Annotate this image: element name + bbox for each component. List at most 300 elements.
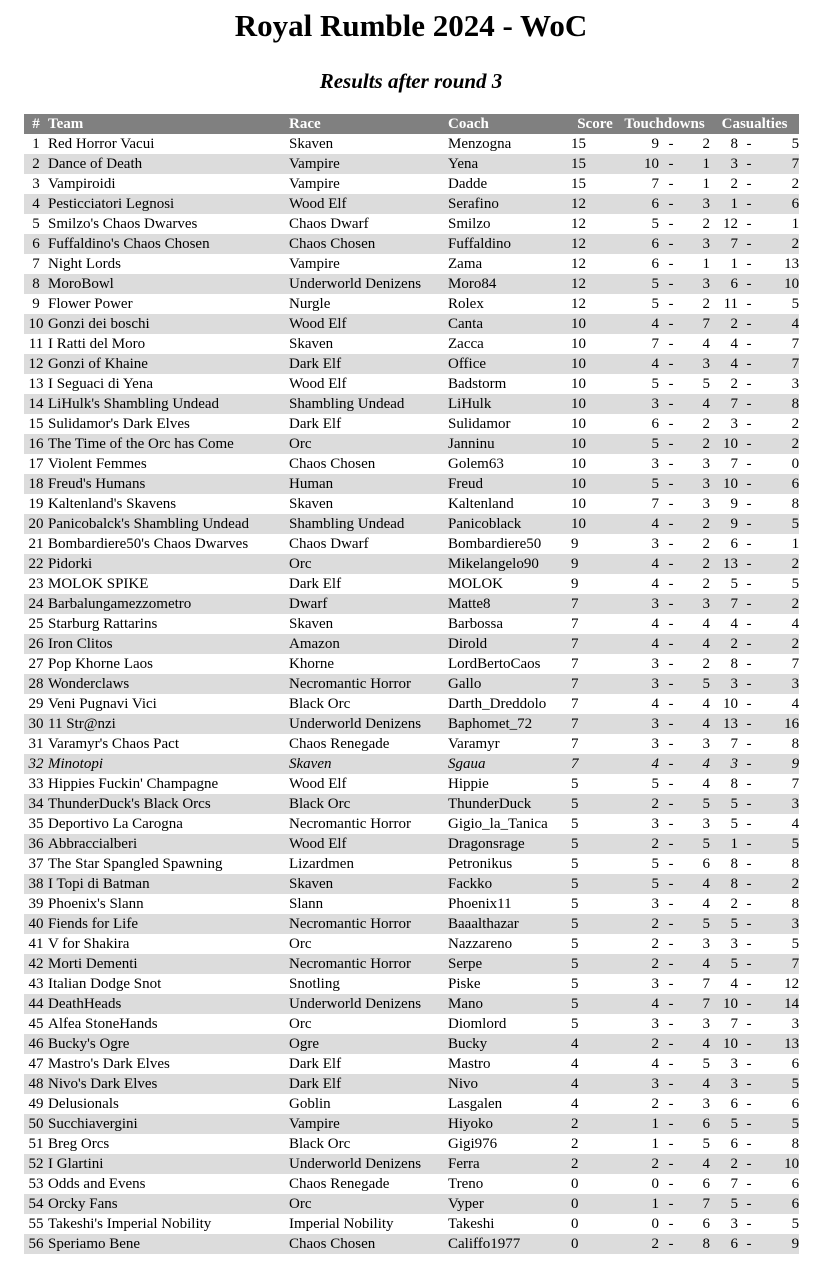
cell-position: 40: [24, 914, 48, 934]
header-race: Race: [289, 114, 448, 134]
touchdowns-separator: -: [668, 416, 674, 432]
table-row: [24, 954, 799, 974]
cell-casualties-for: 11: [723, 296, 739, 312]
cell-casualties-against: 5: [791, 936, 800, 952]
casualties-separator: -: [738, 154, 760, 174]
cell-race: Slann: [289, 896, 324, 912]
casualties-separator: -: [746, 696, 752, 712]
header-coach: Coach: [448, 114, 571, 134]
page-subtitle: Results after round 3: [319, 69, 503, 93]
cell-score: 15: [571, 136, 586, 152]
cell-position: 1: [32, 136, 40, 152]
cell-touchdowns-against: 7: [702, 976, 711, 992]
cell-coach: Freud: [448, 474, 571, 494]
cell-casualties-against: 5: [760, 1074, 799, 1094]
cell-position: 4: [24, 194, 48, 214]
cell-position: 18: [24, 474, 48, 494]
table-row: [24, 914, 799, 934]
cell-touchdowns-against: 2: [702, 296, 711, 312]
cell-coach: Office: [448, 354, 571, 374]
cell-score: 7: [571, 754, 619, 774]
cell-position: 48: [24, 1074, 48, 1094]
cell-team: Sulidamor's Dark Elves: [48, 416, 190, 432]
touchdowns-separator: -: [668, 1056, 674, 1072]
cell-score: 0: [571, 1234, 619, 1254]
cell-casualties-for: 8: [730, 776, 739, 792]
casualties-separator: -: [738, 1234, 760, 1254]
cell-casualties-for: 6: [730, 536, 739, 552]
casualties-separator: -: [738, 634, 760, 654]
cell-team: Varamyr's Chaos Pact: [48, 736, 180, 752]
cell-team: V for Shakira: [48, 936, 130, 952]
casualties-separator: -: [738, 194, 760, 214]
cell-race: Ogre: [289, 1034, 448, 1054]
cell-score: 10: [571, 314, 619, 334]
cell-casualties-against: 3: [760, 794, 799, 814]
cell-touchdowns-for: 2: [651, 936, 659, 952]
cell-casualties-against: 3: [791, 376, 800, 392]
cell-touchdowns-against: 2: [702, 536, 711, 552]
cell-race: Goblin: [289, 1096, 331, 1112]
touchdowns-separator: -: [668, 976, 674, 992]
casualties-separator: -: [746, 656, 752, 672]
touchdowns-separator: -: [659, 754, 683, 774]
cell-team: I Topi di Batman: [48, 874, 289, 894]
header-casualties: Casualties: [710, 114, 799, 134]
header-touchdowns: Touchdowns: [619, 114, 710, 134]
cell-casualties-against: 6: [791, 1176, 800, 1192]
casualties-separator: -: [746, 816, 752, 832]
cell-score: 5: [571, 936, 579, 952]
casualties-separator: -: [738, 1074, 760, 1094]
touchdowns-separator: -: [668, 816, 674, 832]
cell-race: Wood Elf: [289, 314, 448, 334]
cell-score: 12: [571, 274, 619, 294]
cell-score: 15: [571, 176, 586, 192]
cell-score: 10: [571, 336, 586, 352]
cell-touchdowns-for: 0: [651, 1176, 659, 1192]
cell-touchdowns-for: 5: [651, 856, 659, 872]
casualties-separator: -: [738, 1034, 760, 1054]
cell-touchdowns-against: 5: [702, 376, 711, 392]
cell-race: Black Orc: [289, 696, 351, 712]
cell-casualties-for: 7: [710, 594, 738, 614]
cell-score: 5: [571, 994, 619, 1014]
touchdowns-separator: -: [659, 1074, 683, 1094]
cell-coach: Nazzareno: [448, 936, 513, 952]
table-row: [24, 354, 799, 374]
cell-position: 22: [24, 554, 48, 574]
cell-team: Pop Khorne Laos: [48, 656, 153, 672]
cell-position: 20: [24, 514, 48, 534]
cell-coach: Hippie: [448, 776, 489, 792]
touchdowns-separator: -: [659, 434, 683, 454]
touchdowns-separator: -: [668, 1096, 674, 1112]
cell-race: Orc: [289, 936, 312, 952]
cell-coach: Gigi976: [448, 1136, 498, 1152]
cell-coach: Mikelangelo90: [448, 554, 571, 574]
cell-score: 7: [571, 616, 579, 632]
cell-race: Necromantic Horror: [289, 914, 448, 934]
cell-coach: Baaalthazar: [448, 914, 571, 934]
touchdowns-separator: -: [668, 456, 674, 472]
table-row: [24, 1014, 799, 1034]
cell-touchdowns-for: 3: [619, 394, 659, 414]
cell-team: DeathHeads: [48, 994, 289, 1014]
touchdowns-separator: -: [659, 1034, 683, 1054]
cell-position: 34: [24, 794, 48, 814]
cell-casualties-against: 10: [760, 1154, 799, 1174]
cell-score: 0: [571, 1176, 579, 1192]
cell-coach: Ferra: [448, 1154, 571, 1174]
cell-team: Fuffaldino's Chaos Chosen: [48, 234, 289, 254]
cell-casualties-against: 9: [760, 1234, 799, 1254]
cell-position: 23: [28, 576, 44, 592]
cell-casualties-against: 8: [791, 496, 800, 512]
cell-score: 4: [571, 1034, 619, 1054]
cell-position: 51: [28, 1136, 44, 1152]
casualties-separator: -: [738, 354, 760, 374]
cell-position: 8: [24, 274, 48, 294]
cell-score: 7: [571, 634, 619, 654]
casualties-separator: -: [746, 1016, 752, 1032]
cell-score: 12: [571, 194, 619, 214]
cell-touchdowns-for: 3: [651, 896, 659, 912]
cell-position: 30: [24, 714, 48, 734]
cell-coach: Diomlord: [448, 1016, 507, 1032]
cell-team: Kaltenland's Skavens: [48, 496, 177, 512]
cell-touchdowns-against: 5: [683, 834, 710, 854]
cell-race: Chaos Chosen: [289, 456, 376, 472]
cell-race: Amazon: [289, 634, 448, 654]
cell-casualties-against: 2: [760, 434, 799, 454]
cell-team: Panicobalck's Shambling Undead: [48, 514, 289, 534]
table-row: [24, 1234, 799, 1254]
cell-race: Vampire: [289, 1114, 448, 1134]
cell-score: 7: [571, 714, 619, 734]
cell-position: 56: [24, 1234, 48, 1254]
cell-score: 12: [571, 256, 586, 272]
cell-casualties-against: 7: [760, 354, 799, 374]
cell-race: Orc: [289, 1016, 312, 1032]
cell-casualties-for: 1: [710, 194, 738, 214]
cell-position: 55: [28, 1216, 44, 1232]
cell-score: 10: [571, 496, 586, 512]
standings-table: [24, 114, 799, 1254]
cell-score: 10: [571, 416, 586, 432]
cell-touchdowns-against: 2: [702, 576, 711, 592]
cell-team: Bucky's Ogre: [48, 1034, 289, 1054]
casualties-separator: -: [746, 1136, 752, 1152]
cell-casualties-for: 8: [730, 656, 739, 672]
cell-coach: Piske: [448, 976, 481, 992]
cell-touchdowns-against: 3: [683, 274, 710, 294]
cell-race: Wood Elf: [289, 194, 448, 214]
cell-casualties-against: 4: [760, 314, 799, 334]
cell-touchdowns-for: 4: [619, 994, 659, 1014]
cell-touchdowns-against: 6: [702, 1216, 711, 1232]
cell-casualties-for: 5: [730, 576, 739, 592]
cell-position: 47: [28, 1056, 44, 1072]
cell-race: Dark Elf: [289, 416, 342, 432]
touchdowns-separator: -: [659, 994, 683, 1014]
touchdowns-separator: -: [668, 496, 674, 512]
cell-casualties-for: 13: [710, 554, 738, 574]
cell-casualties-for: 2: [710, 634, 738, 654]
casualties-separator: -: [746, 896, 752, 912]
cell-casualties-for: 10: [710, 434, 738, 454]
touchdowns-separator: -: [659, 274, 683, 294]
cell-position: 54: [24, 1194, 48, 1214]
casualties-separator: -: [746, 776, 752, 792]
cell-touchdowns-for: 3: [651, 1016, 659, 1032]
cell-team: Smilzo's Chaos Dwarves: [48, 216, 198, 232]
cell-position: 39: [28, 896, 44, 912]
cell-team: Abbraccialberi: [48, 834, 289, 854]
cell-touchdowns-against: 3: [702, 456, 711, 472]
cell-touchdowns-for: 6: [619, 194, 659, 214]
cell-score: 7: [571, 674, 619, 694]
cell-race: Necromantic Horror: [289, 816, 412, 832]
cell-score: 10: [571, 514, 619, 534]
cell-score: 5: [571, 954, 619, 974]
table-row: [24, 394, 799, 414]
cell-score: 7: [571, 594, 619, 614]
cell-race: Lizardmen: [289, 856, 354, 872]
cell-casualties-for: 7: [730, 456, 739, 472]
cell-touchdowns-against: 4: [683, 874, 710, 894]
table-row: [24, 274, 799, 294]
cell-coach: MOLOK: [448, 576, 503, 592]
cell-casualties-against: 6: [760, 474, 799, 494]
cell-touchdowns-for: 3: [619, 674, 659, 694]
touchdowns-separator: -: [668, 216, 674, 232]
cell-race: Skaven: [289, 754, 448, 774]
cell-coach: Janninu: [448, 434, 571, 454]
cell-touchdowns-against: 4: [683, 1154, 710, 1174]
casualties-separator: -: [746, 216, 752, 232]
cell-team: Freud's Humans: [48, 474, 289, 494]
cell-team: MoroBowl: [48, 274, 289, 294]
touchdowns-separator: -: [659, 1154, 683, 1174]
cell-race: Orc: [289, 1194, 448, 1214]
casualties-separator: -: [746, 496, 752, 512]
cell-casualties-against: 2: [760, 874, 799, 894]
cell-touchdowns-for: 10: [619, 154, 659, 174]
touchdowns-separator: -: [659, 914, 683, 934]
cell-coach: Califfo1977: [448, 1234, 571, 1254]
cell-score: 7: [571, 736, 579, 752]
cell-touchdowns-against: 3: [683, 354, 710, 374]
cell-touchdowns-against: 1: [702, 256, 711, 272]
cell-score: 9: [571, 536, 579, 552]
cell-casualties-for: 1: [710, 834, 738, 854]
table-row: [24, 474, 799, 494]
cell-coach: Fackko: [448, 874, 571, 894]
cell-touchdowns-against: 3: [702, 816, 711, 832]
table-row: [24, 374, 799, 394]
cell-position: 13: [28, 376, 44, 392]
cell-score: 5: [571, 874, 619, 894]
cell-score: 12: [571, 234, 619, 254]
cell-touchdowns-against: 7: [683, 994, 710, 1014]
cell-team: Odds and Evens: [48, 1176, 146, 1192]
cell-score: 15: [571, 154, 619, 174]
cell-casualties-against: 2: [760, 594, 799, 614]
cell-casualties-for: 7: [730, 1016, 739, 1032]
cell-coach: Serafino: [448, 194, 571, 214]
cell-position: 7: [32, 256, 40, 272]
cell-race: Shambling Undead: [289, 394, 448, 414]
cell-touchdowns-against: 4: [683, 394, 710, 414]
cell-touchdowns-against: 4: [702, 336, 711, 352]
cell-position: 46: [24, 1034, 48, 1054]
cell-casualties-against: 3: [760, 674, 799, 694]
cell-team: LiHulk's Shambling Undead: [48, 394, 289, 414]
cell-touchdowns-for: 3: [651, 456, 659, 472]
cell-team: Pesticciatori Legnosi: [48, 194, 289, 214]
table-row: [24, 634, 799, 654]
cell-casualties-for: 2: [730, 376, 739, 392]
table-row: [24, 614, 799, 634]
cell-team: Night Lords: [48, 256, 121, 272]
touchdowns-separator: -: [659, 154, 683, 174]
cell-touchdowns-for: 2: [619, 1234, 659, 1254]
casualties-separator: -: [746, 736, 752, 752]
cell-team: Red Horror Vacui: [48, 136, 155, 152]
cell-touchdowns-against: 4: [702, 776, 711, 792]
table-row: [24, 874, 799, 894]
cell-touchdowns-against: 4: [683, 1034, 710, 1054]
touchdowns-separator: -: [659, 834, 683, 854]
touchdowns-separator: -: [659, 234, 683, 254]
cell-casualties-for: 13: [710, 714, 738, 734]
cell-touchdowns-against: 4: [683, 1074, 710, 1094]
cell-casualties-for: 3: [710, 1074, 738, 1094]
cell-touchdowns-against: 4: [683, 754, 710, 774]
cell-touchdowns-for: 5: [651, 296, 659, 312]
cell-touchdowns-for: 3: [619, 1074, 659, 1094]
cell-casualties-against: 7: [760, 154, 799, 174]
cell-touchdowns-against: 1: [702, 176, 711, 192]
cell-touchdowns-for: 2: [619, 1034, 659, 1054]
table-row: [24, 314, 799, 334]
cell-touchdowns-for: 5: [651, 376, 659, 392]
cell-race: Underworld Denizens: [289, 274, 448, 294]
cell-team: Minotopi: [48, 754, 289, 774]
cell-coach: Smilzo: [448, 216, 491, 232]
cell-position: 21: [28, 536, 44, 552]
cell-team: Takeshi's Imperial Nobility: [48, 1216, 212, 1232]
table-row: [24, 1154, 799, 1174]
cell-touchdowns-for: 3: [651, 976, 659, 992]
cell-casualties-against: 4: [791, 816, 800, 832]
touchdowns-separator: -: [659, 354, 683, 374]
cell-team: Starburg Rattarins: [48, 616, 158, 632]
cell-team: I Seguaci di Yena: [48, 376, 153, 392]
cell-casualties-against: 2: [760, 554, 799, 574]
cell-coach: Petronikus: [448, 856, 513, 872]
table-row: [24, 134, 799, 154]
cell-position: 35: [28, 816, 44, 832]
cell-race: Dark Elf: [289, 1056, 342, 1072]
cell-touchdowns-for: 3: [619, 714, 659, 734]
cell-casualties-against: 10: [760, 274, 799, 294]
casualties-separator: -: [746, 536, 752, 552]
casualties-separator: -: [746, 336, 752, 352]
cell-casualties-against: 8: [791, 896, 800, 912]
touchdowns-separator: -: [668, 536, 674, 552]
cell-touchdowns-for: 5: [619, 874, 659, 894]
cell-coach: Dadde: [448, 176, 488, 192]
cell-casualties-against: 13: [760, 1034, 799, 1054]
cell-coach: Treno: [448, 1176, 484, 1192]
casualties-separator: -: [746, 976, 752, 992]
cell-coach: Zama: [448, 256, 483, 272]
cell-coach: Sulidamor: [448, 416, 511, 432]
casualties-separator: -: [746, 136, 752, 152]
touchdowns-separator: -: [668, 936, 674, 952]
cell-position: 37: [28, 856, 44, 872]
casualties-separator: -: [738, 994, 760, 1014]
cell-race: Black Orc: [289, 794, 448, 814]
cell-race: Chaos Dwarf: [289, 536, 369, 552]
cell-touchdowns-against: 5: [683, 914, 710, 934]
cell-touchdowns-for: 7: [651, 336, 659, 352]
cell-race: Wood Elf: [289, 376, 347, 392]
cell-position: 28: [24, 674, 48, 694]
touchdowns-separator: -: [659, 514, 683, 534]
cell-coach: Sgaua: [448, 754, 571, 774]
table-row: [24, 814, 799, 834]
cell-casualties-for: 8: [710, 874, 738, 894]
cell-team: The Time of the Orc has Come: [48, 434, 289, 454]
cell-coach: Zacca: [448, 336, 484, 352]
cell-position: 32: [24, 754, 48, 774]
cell-touchdowns-against: 3: [702, 1096, 711, 1112]
cell-casualties-for: 9: [710, 514, 738, 534]
touchdowns-separator: -: [668, 696, 674, 712]
casualties-separator: -: [746, 1176, 752, 1192]
cell-score: 5: [571, 1016, 579, 1032]
table-row: [24, 234, 799, 254]
table-row: [24, 574, 799, 594]
cell-casualties-against: 6: [791, 1056, 800, 1072]
cell-casualties-against: 12: [784, 976, 800, 992]
cell-touchdowns-against: 3: [683, 594, 710, 614]
cell-team: Barbalungamezzometro: [48, 594, 289, 614]
cell-position: 5: [32, 216, 40, 232]
cell-position: 2: [24, 154, 48, 174]
cell-score: 5: [571, 816, 579, 832]
cell-score: 7: [571, 696, 579, 712]
cell-score: 9: [571, 554, 619, 574]
cell-race: Chaos Dwarf: [289, 216, 369, 232]
cell-score: 4: [571, 1056, 579, 1072]
cell-score: 5: [571, 856, 579, 872]
cell-team: Flower Power: [48, 296, 133, 312]
cell-score: 10: [571, 354, 619, 374]
cell-coach: Hiyoko: [448, 1114, 571, 1134]
cell-team: Pidorki: [48, 554, 289, 574]
cell-casualties-against: 3: [791, 1016, 800, 1032]
cell-position: 45: [28, 1016, 44, 1032]
cell-casualties-for: 2: [710, 314, 738, 334]
cell-coach: Gallo: [448, 674, 571, 694]
cell-coach: Fuffaldino: [448, 234, 571, 254]
cell-score: 5: [571, 914, 619, 934]
cell-coach: Serpe: [448, 954, 571, 974]
